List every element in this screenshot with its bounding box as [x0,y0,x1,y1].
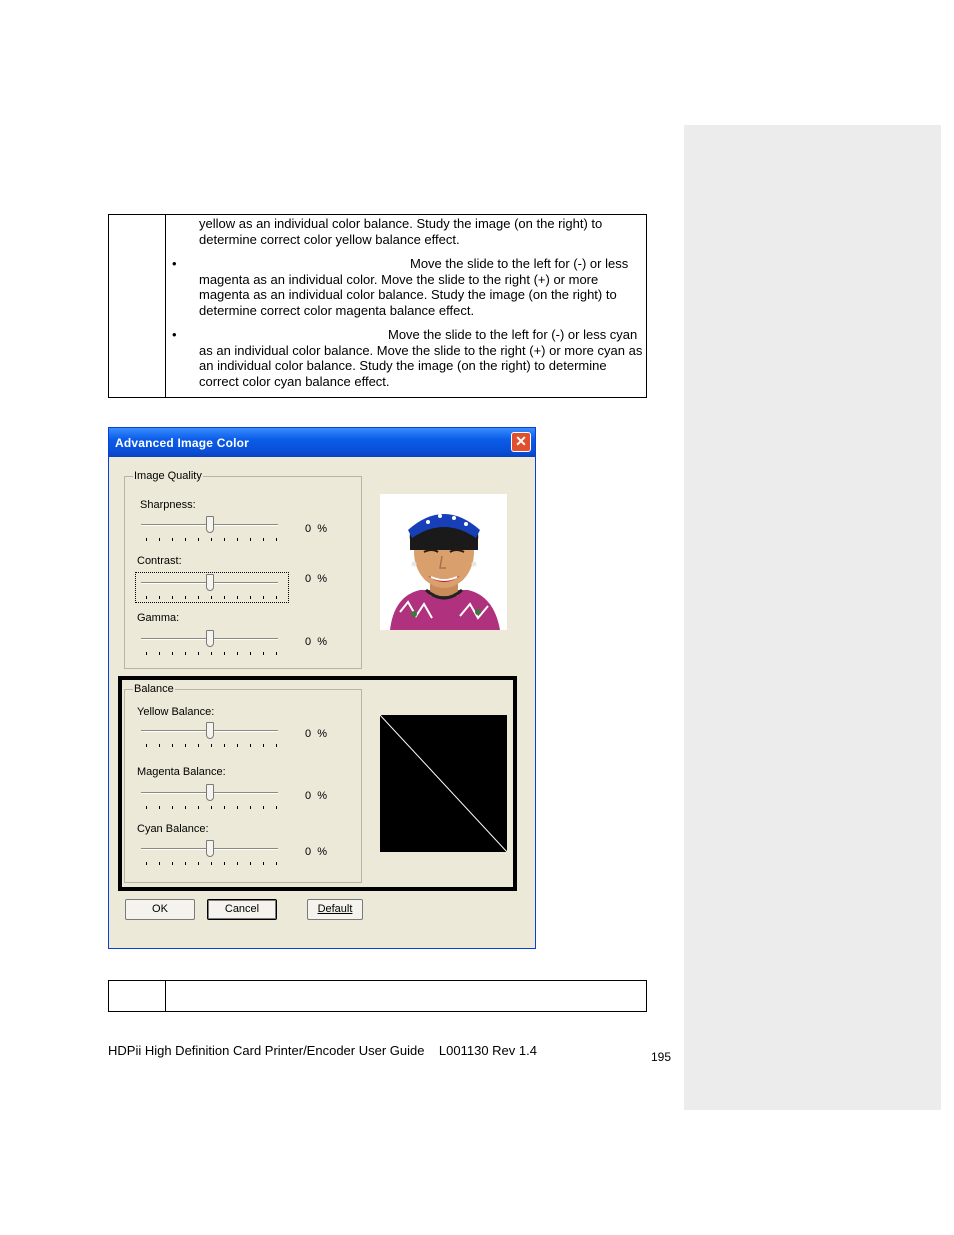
slider-tick [263,652,264,655]
default-button-label: Default [317,903,353,915]
slider-tick [146,744,147,747]
yellow-balance-label: Yellow Balance: [137,706,215,718]
bottom-table [108,980,647,1012]
magenta-balance-text: Move the slide to the left for (-) or less magenta as an individual color. Move the slide to the right (+) or more magenta as an individual color balance. Study the image (on the right) to determine correct color magenta balance effect. [199,256,629,319]
yellow-balance-text: yellow as an individual color balance. Study the image (on the right) to determine correct color yellow balance effect. [199,216,603,247]
slider-tick [250,538,251,541]
slider-tick [276,744,277,747]
image-quality-label: Image Quality [134,470,202,482]
slider-tick [211,652,212,655]
slider-ticks [146,538,278,541]
table-column-divider [165,981,166,1011]
slider-tick [146,652,147,655]
slider-tick [263,538,264,541]
slider-tick [211,806,212,809]
cyan-balance-text: Move the slide to the left for (-) or less cyan as an individual color balance. Move the slide to the right (+) or more cyan as an individual color balance. Study the image (on the right) to determine correct color cyan balance effect. [199,327,643,390]
slider-tick [185,596,186,599]
slider-tick [237,744,238,747]
slider-thumb[interactable] [206,630,214,647]
slider-tick [159,744,160,747]
slider-tick [263,862,264,865]
close-icon: ✕ [515,433,527,449]
image-quality-group [124,470,362,669]
slider-ticks [146,744,278,747]
slider-tick [237,862,238,865]
slider-tick [263,596,264,599]
slider-tick [250,806,251,809]
slider-tick [185,652,186,655]
gamma-value: 0 % [305,636,328,648]
slider-thumb[interactable] [206,574,214,591]
slider-tick [211,862,212,865]
balance-curve-preview [380,715,507,852]
slider-tick [172,596,173,599]
slider-tick [159,596,160,599]
footer-guide-title: HDPii High Definition Card Printer/Encoder User Guide L001130 Rev 1.4 [108,1043,537,1058]
title-bar[interactable] [109,428,535,457]
magenta-balance-value: 0 % [305,790,328,802]
slider-tick [276,652,277,655]
default-button[interactable] [307,899,363,920]
balance-group [124,683,362,883]
contrast-value: 0 % [305,573,328,585]
slider-tick [263,806,264,809]
bullet: • [172,327,177,342]
slider-tick [159,652,160,655]
cyan-balance-label: Cyan Balance: [137,823,209,835]
slider-tick [172,744,173,747]
comment-margin [684,125,941,1110]
balance-label: Balance [134,683,174,695]
slider-tick [198,652,199,655]
slider-tick [237,538,238,541]
close-button[interactable] [511,432,531,452]
slider-tick [198,806,199,809]
cancel-button[interactable]: Cancel [207,899,277,920]
dialog-title: Advanced Image Color [115,436,250,450]
slider-tick [185,806,186,809]
slider-tick [263,744,264,747]
slider-tick [250,652,251,655]
slider-tick [211,744,212,747]
slider-tick [146,806,147,809]
slider-thumb[interactable] [206,722,214,739]
slider-tick [211,538,212,541]
slider-tick [146,596,147,599]
bullet: • [172,256,177,271]
slider-tick [172,652,173,655]
slider-tick [198,862,199,865]
slider-tick [224,596,225,599]
yellow-balance-value: 0 % [305,728,328,740]
slider-tick [172,862,173,865]
yellow-balance-slider[interactable] [141,722,281,746]
slider-tick [146,538,147,541]
table-column-divider [165,215,166,397]
ok-button[interactable]: OK [125,899,195,920]
slider-tick [198,744,199,747]
slider-tick [185,538,186,541]
gamma-label: Gamma: [137,612,180,624]
slider-tick [237,806,238,809]
slider-tick [276,862,277,865]
sharpness-label: Sharpness: [140,499,196,511]
sharpness-value: 0 % [305,523,328,535]
magenta-balance-slider[interactable] [141,784,281,808]
slider-tick [224,806,225,809]
slider-tick [237,596,238,599]
slider-tick [276,596,277,599]
instruction-table [108,214,647,398]
slider-tick [250,862,251,865]
slider-tick [185,862,186,865]
slider-tick [159,538,160,541]
slider-tick [185,744,186,747]
slider-tick [211,596,212,599]
slider-tick [198,538,199,541]
slider-tick [237,652,238,655]
slider-tick [250,596,251,599]
advanced-image-color-dialog [108,427,536,949]
slider-tick [224,652,225,655]
slider-tick [146,862,147,865]
slider-tick [224,862,225,865]
slider-tick [276,806,277,809]
cyan-balance-value: 0 % [305,846,328,858]
slider-tick [224,538,225,541]
slider-tick [172,538,173,541]
slider-tick [159,806,160,809]
slider-tick [224,744,225,747]
slider-ticks [146,652,278,655]
slider-ticks [146,596,278,599]
preview-portrait-image [380,494,507,630]
slider-tick [172,806,173,809]
portrait-illustration [380,494,507,630]
contrast-label: Contrast: [137,555,182,567]
slider-thumb[interactable] [206,840,214,857]
cyan-balance-slider[interactable] [141,840,281,864]
slider-tick [159,862,160,865]
magenta-balance-label: Magenta Balance: [137,766,226,778]
page-number: 195 [651,1050,672,1064]
slider-thumb[interactable] [206,516,214,533]
slider-tick [250,744,251,747]
slider-thumb[interactable] [206,784,214,801]
slider-ticks [146,806,278,809]
sharpness-slider[interactable] [141,516,281,540]
contrast-slider[interactable] [141,574,281,598]
balance-curve-graph [380,715,507,852]
slider-ticks [146,862,278,865]
slider-tick [198,596,199,599]
gamma-slider[interactable] [141,630,281,654]
slider-tick [276,538,277,541]
